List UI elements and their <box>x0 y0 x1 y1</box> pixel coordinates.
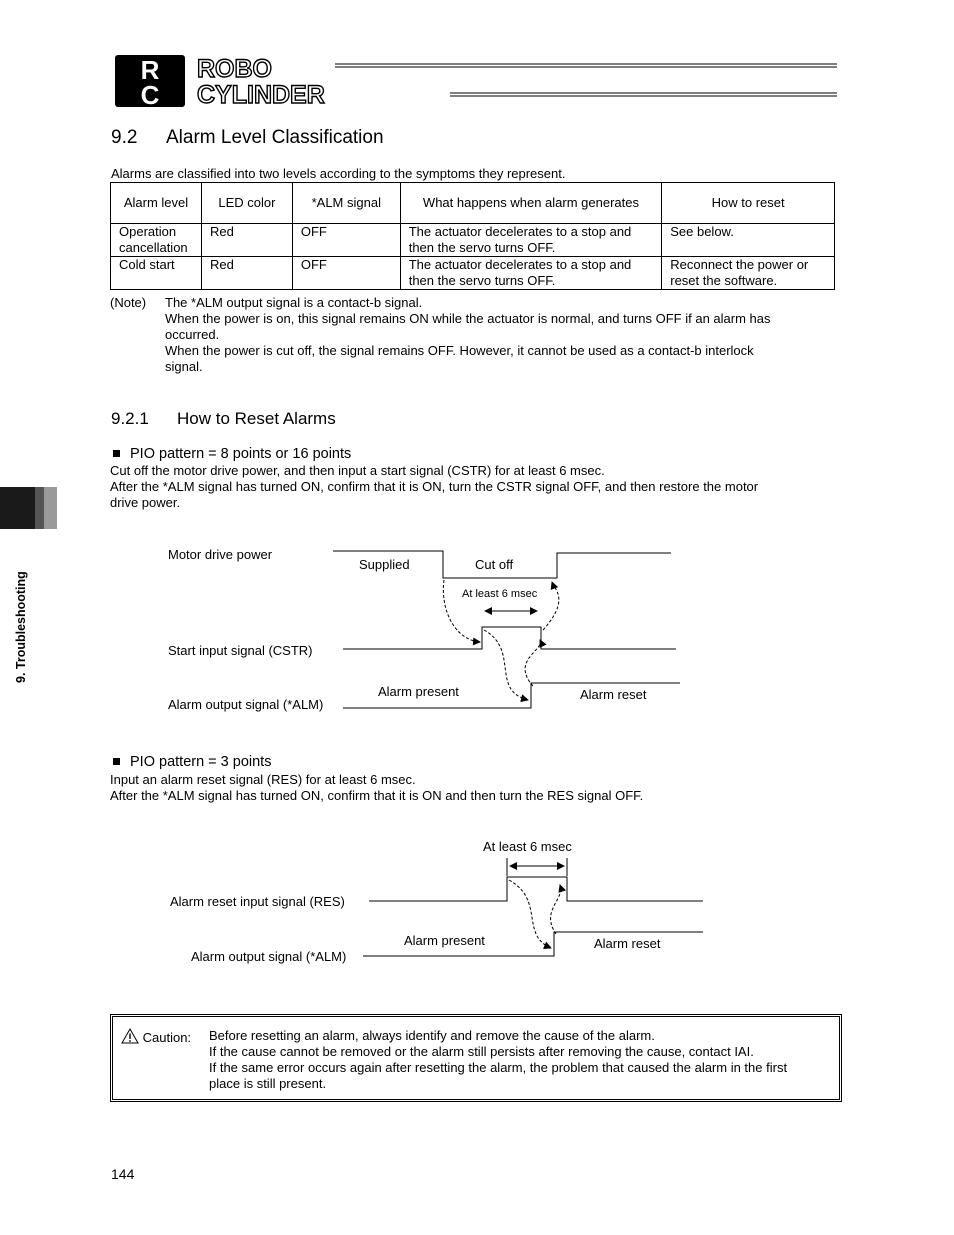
cell-line: The actuator decelerates to a stop and <box>408 257 632 272</box>
dependency-arrow <box>525 640 540 686</box>
note-line: signal. <box>165 359 203 374</box>
section-heading <box>111 127 384 149</box>
note-line: The *ALM output signal is a contact-b signal. <box>165 295 423 310</box>
table-header-cell: *ALM signal <box>292 183 400 224</box>
supplied-label: Supplied <box>359 557 410 572</box>
dependency-arrow <box>509 880 551 948</box>
rc-emblem <box>115 55 185 107</box>
section-number: 9.2 <box>111 127 138 148</box>
pattern1-heading-text: PIO pattern = 8 points or 16 points <box>130 446 352 462</box>
table-row <box>111 257 835 290</box>
table-note <box>110 295 835 375</box>
pattern2-heading-text: PIO pattern = 3 points <box>130 754 272 770</box>
caution-box <box>110 1014 842 1102</box>
cell-line: See below. <box>670 224 734 239</box>
caution-line: Before resetting an alarm, always identify and remove the cause of the alarm. <box>209 1028 655 1043</box>
caution-line: place is still present. <box>209 1076 327 1091</box>
logo-cylinder-text: CYLINDER <box>197 81 325 107</box>
note-line: When the power is on, this signal remains ON while the actuator is normal, and turns OFF if an alarm has <box>165 311 771 326</box>
min-time-label: At least 6 msec <box>462 588 538 600</box>
cell-line: The actuator decelerates to a stop and <box>408 224 632 239</box>
pattern2-heading <box>111 754 271 770</box>
table-cell: OFF <box>292 224 400 257</box>
alm-label: Alarm output signal (*ALM) <box>168 697 324 712</box>
logo-letter-c: C <box>140 80 160 107</box>
logo-rule-lines <box>335 64 837 96</box>
table-cell <box>111 224 202 257</box>
alm-label: Alarm output signal (*ALM) <box>191 949 347 964</box>
note-label: (Note) <box>110 295 147 310</box>
table-cell: OFF <box>292 257 400 290</box>
res-label: Alarm reset input signal (RES) <box>170 894 345 909</box>
chapter-tab <box>0 487 57 529</box>
table-header-cell: What happens when alarm generates <box>400 183 662 224</box>
square-bullet-icon <box>113 758 120 765</box>
cell-line: Reconnect the power or <box>670 257 809 272</box>
section-intro: Alarms are classified into two levels according to the symptoms they represent. <box>111 166 566 181</box>
table-cell <box>400 224 662 257</box>
cell-line: Operation <box>119 224 177 239</box>
pattern1-line: After the *ALM signal has turned ON, confirm that it is ON, turn the CSTR signal OFF, and then restore the motor <box>110 479 759 494</box>
cell-line: cancellation <box>119 240 188 255</box>
cell-line: then the servo turns OFF. <box>408 273 556 288</box>
subsection-title: How to Reset Alarms <box>177 409 336 428</box>
cell-line: then the servo turns OFF. <box>408 240 556 255</box>
timing-diagram-cstr <box>150 535 710 720</box>
alarm-present-label: Alarm present <box>404 933 485 948</box>
alarm-reset-label: Alarm reset <box>594 936 661 951</box>
table-cell <box>662 257 835 290</box>
chapter-side-label <box>11 545 31 685</box>
caution-label <box>121 1028 191 1046</box>
warning-triangle-icon <box>121 1028 139 1044</box>
table-cell <box>662 224 835 257</box>
pattern1-heading <box>111 446 351 462</box>
chapter-side-text: 9. Troubleshooting <box>14 571 28 683</box>
robo-cylinder-logo <box>115 55 840 107</box>
pattern1-description <box>110 463 840 511</box>
min-time-label: At least 6 msec <box>483 839 572 854</box>
cstr-waveform <box>343 627 676 649</box>
logo-letter-r: R <box>140 55 160 85</box>
pattern2-description <box>110 772 840 804</box>
table-header-cell: How to reset <box>662 183 835 224</box>
table-cell: Red <box>201 257 292 290</box>
caution-line: If the cause cannot be removed or the alarm still persists after removing the cause, contact IAI. <box>209 1044 754 1059</box>
pattern2-line: After the *ALM signal has turned ON, confirm that it is ON and then turn the RES signal OFF. <box>110 788 644 803</box>
pattern2-line: Input an alarm reset signal (RES) for at least 6 msec. <box>110 772 416 787</box>
square-bullet-icon <box>113 450 120 457</box>
alarm-reset-label: Alarm reset <box>580 687 647 702</box>
subsection-number: 9.2.1 <box>111 409 149 428</box>
pattern1-line: Cut off the motor drive power, and then input a start signal (CSTR) for at least 6 msec. <box>110 463 605 478</box>
table-header-cell: Alarm level <box>111 183 202 224</box>
res-waveform <box>369 877 703 901</box>
alarm-level-table <box>110 182 835 290</box>
logo-robo-text: ROBO <box>197 55 272 83</box>
cell-line: reset the software. <box>670 273 778 288</box>
table-header-row <box>111 183 835 224</box>
note-line: occurred. <box>165 327 220 342</box>
alarm-present-label: Alarm present <box>378 684 459 699</box>
caution-line: If the same error occurs again after resetting the alarm, the problem that caused the alarm in the first <box>209 1060 788 1075</box>
cell-line: Cold start <box>119 257 175 272</box>
pattern1-line: drive power. <box>110 495 181 510</box>
cstr-label: Start input signal (CSTR) <box>168 643 313 658</box>
table-header-cell: LED color <box>201 183 292 224</box>
note-line: When the power is cut off, the signal remains OFF. However, it cannot be used as a contact-b interlock <box>165 343 754 358</box>
timing-diagram-res <box>160 835 720 970</box>
dependency-arrow <box>551 885 561 934</box>
dependency-arrow <box>543 582 559 630</box>
page-number: 144 <box>111 1166 135 1182</box>
subsection-heading <box>111 409 336 429</box>
table-row <box>111 224 835 257</box>
caution-label-text: Caution: <box>142 1030 192 1045</box>
table-cell: Red <box>201 224 292 257</box>
dependency-arrow <box>484 630 528 700</box>
cutoff-label: Cut off <box>475 557 514 572</box>
table-cell <box>400 257 662 290</box>
section-title: Alarm Level Classification <box>166 127 384 148</box>
table-cell <box>111 257 202 290</box>
motor-power-label: Motor drive power <box>168 547 273 562</box>
